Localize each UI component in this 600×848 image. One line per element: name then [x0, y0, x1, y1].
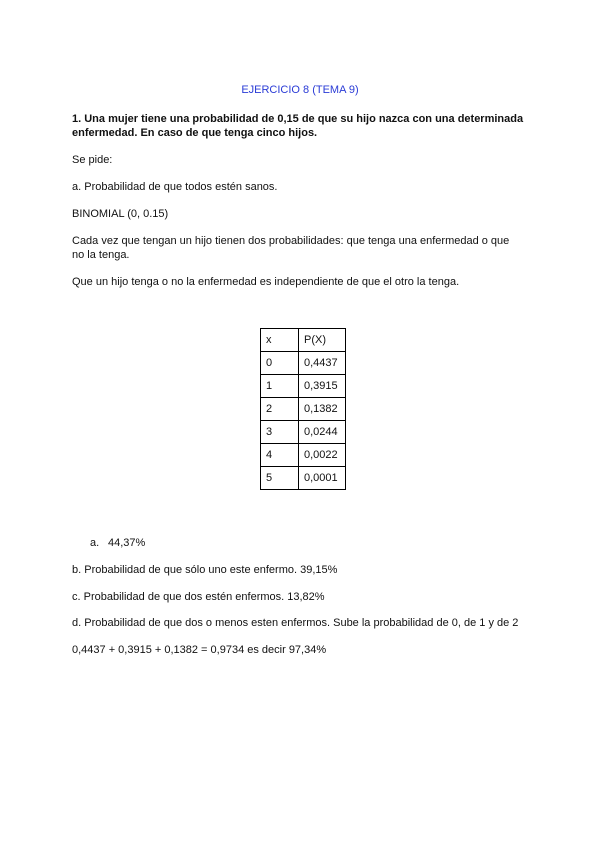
- cell-px: 0,1382: [299, 398, 346, 421]
- probability-table: [260, 328, 346, 490]
- cell-x: 3: [261, 421, 299, 444]
- table-row: [261, 444, 346, 467]
- table-row: [261, 421, 346, 444]
- cell-x: 4: [261, 444, 299, 467]
- problem-statement-line-2: enfermedad. En caso de que tenga cinco hijos.: [72, 127, 318, 139]
- cell-px: 0,0244: [299, 421, 346, 444]
- part-d-question: d. Probabilidad de que dos o menos esten enfermos. Sube la probabilidad de 0, de 1 y de 2: [72, 617, 519, 629]
- part-c-answer: c. Probabilidad de que dos estén enfermos. 13,82%: [72, 591, 325, 603]
- cell-px: 0,4437: [299, 352, 346, 375]
- explanation-line-2: no la tenga.: [72, 249, 130, 261]
- explanation-line-1: Cada vez que tengan un hijo tienen dos probabilidades: que tenga una enfermedad o que: [72, 235, 510, 247]
- cell-x: 5: [261, 467, 299, 490]
- table-row: [261, 398, 346, 421]
- cell-px: 0,0001: [299, 467, 346, 490]
- table-row: [261, 352, 346, 375]
- cell-x: 1: [261, 375, 299, 398]
- part-b-answer: b. Probabilidad de que sólo uno este enfermo. 39,15%: [72, 564, 338, 576]
- table-header-row: [261, 329, 346, 352]
- cell-px: 0,0022: [299, 444, 346, 467]
- table-row: [261, 375, 346, 398]
- page-title: EJERCICIO 8 (TEMA 9): [241, 84, 359, 96]
- cell-x: 2: [261, 398, 299, 421]
- independence-note: Que un hijo tenga o no la enfermedad es independiente de que el otro la tenga.: [72, 276, 460, 288]
- cell-px: 0,3915: [299, 375, 346, 398]
- se-pide-label: Se pide:: [72, 154, 113, 166]
- header-x: x: [261, 329, 299, 352]
- sum-calculation: 0,4437 + 0,3915 + 0,1382 = 0,9734 es decir 97,34%: [72, 644, 327, 656]
- problem-statement-line-1: 1. Una mujer tiene una probabilidad de 0,15 de que su hijo nazca con una determinada: [72, 113, 524, 125]
- cell-x: 0: [261, 352, 299, 375]
- part-a-question: a. Probabilidad de que todos estén sanos.: [72, 181, 278, 193]
- answer-a-label: a.: [90, 537, 100, 549]
- binomial-notation: BINOMIAL (0, 0.15): [72, 208, 169, 220]
- answer-a-value: 44,37%: [108, 537, 146, 549]
- table-row: [261, 467, 346, 490]
- header-px: P(X): [299, 329, 346, 352]
